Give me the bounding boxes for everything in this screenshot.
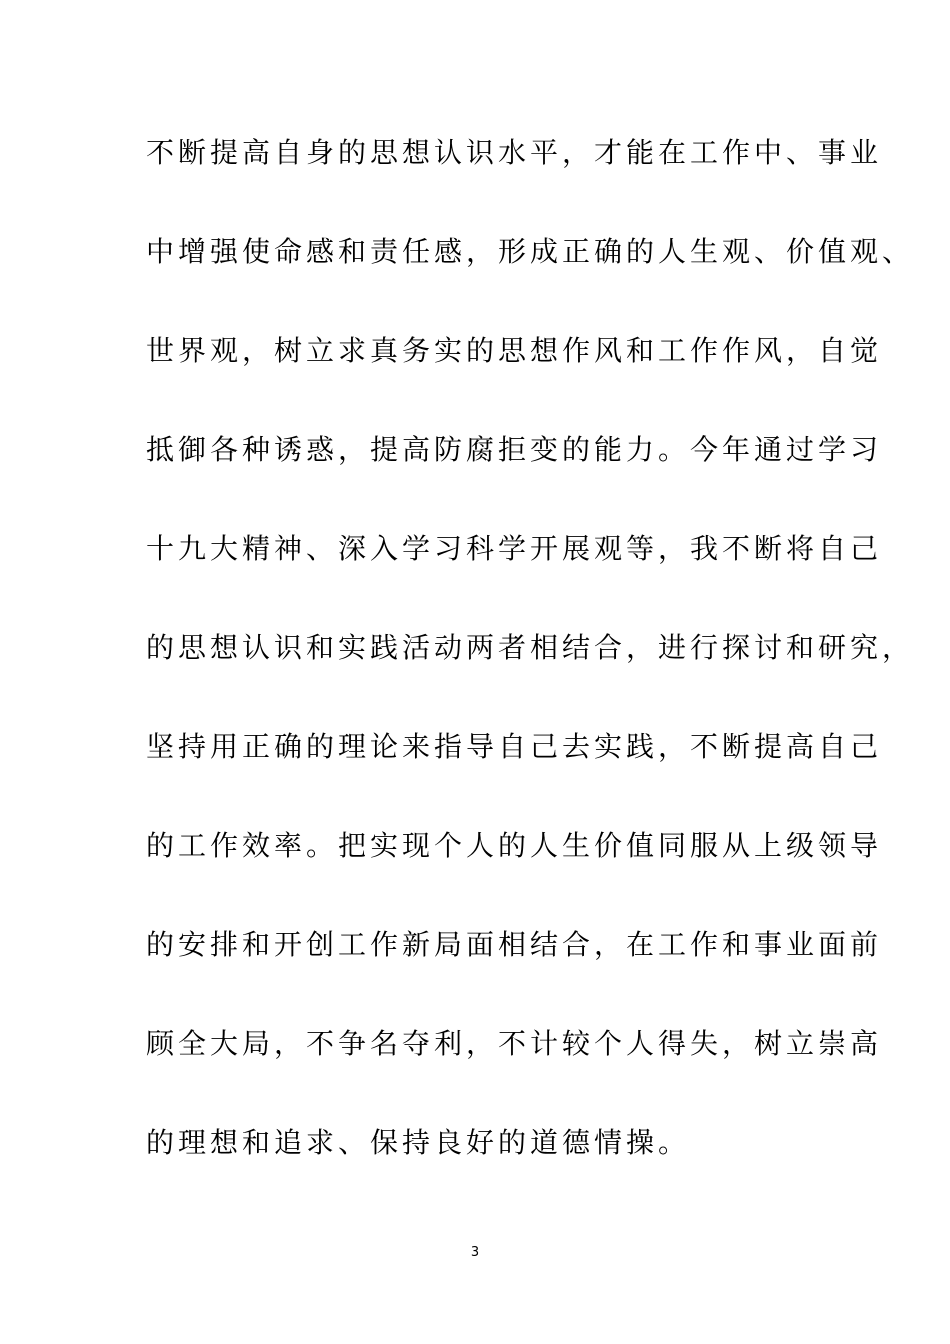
text-line: 的思想认识和实践活动两者相结合，进行探讨和研究，: [146, 631, 915, 664]
text-line: 十九大精神、深入学习科学开展观等，我不断将自己: [146, 532, 883, 565]
text-line: 不断提高自身的思想认识水平，才能在工作中、事业: [146, 136, 883, 169]
text-line: 抵御各种诱惑，提高防腐拒变的能力。今年通过学习: [146, 433, 883, 466]
text-line: 的理想和追求、保持良好的道德情操。: [146, 1126, 691, 1159]
text-line: 中增强使命感和责任感，形成正确的人生观、价值观、: [146, 235, 915, 268]
text-line: 坚持用正确的理论来指导自己去实践，不断提高自己: [146, 730, 883, 763]
text-line: 顾全大局，不争名夺利，不计较个人得失，树立崇高: [146, 1027, 883, 1060]
page-number: 3: [470, 1245, 480, 1260]
text-line: 世界观，树立求真务实的思想作风和工作作风，自觉: [146, 334, 883, 367]
text-line: 的安排和开创工作新局面相结合，在工作和事业面前: [146, 928, 883, 961]
text-line: 的工作效率。把实现个人的人生价值同服从上级领导: [146, 829, 883, 862]
body-text: [146, 128, 915, 1217]
